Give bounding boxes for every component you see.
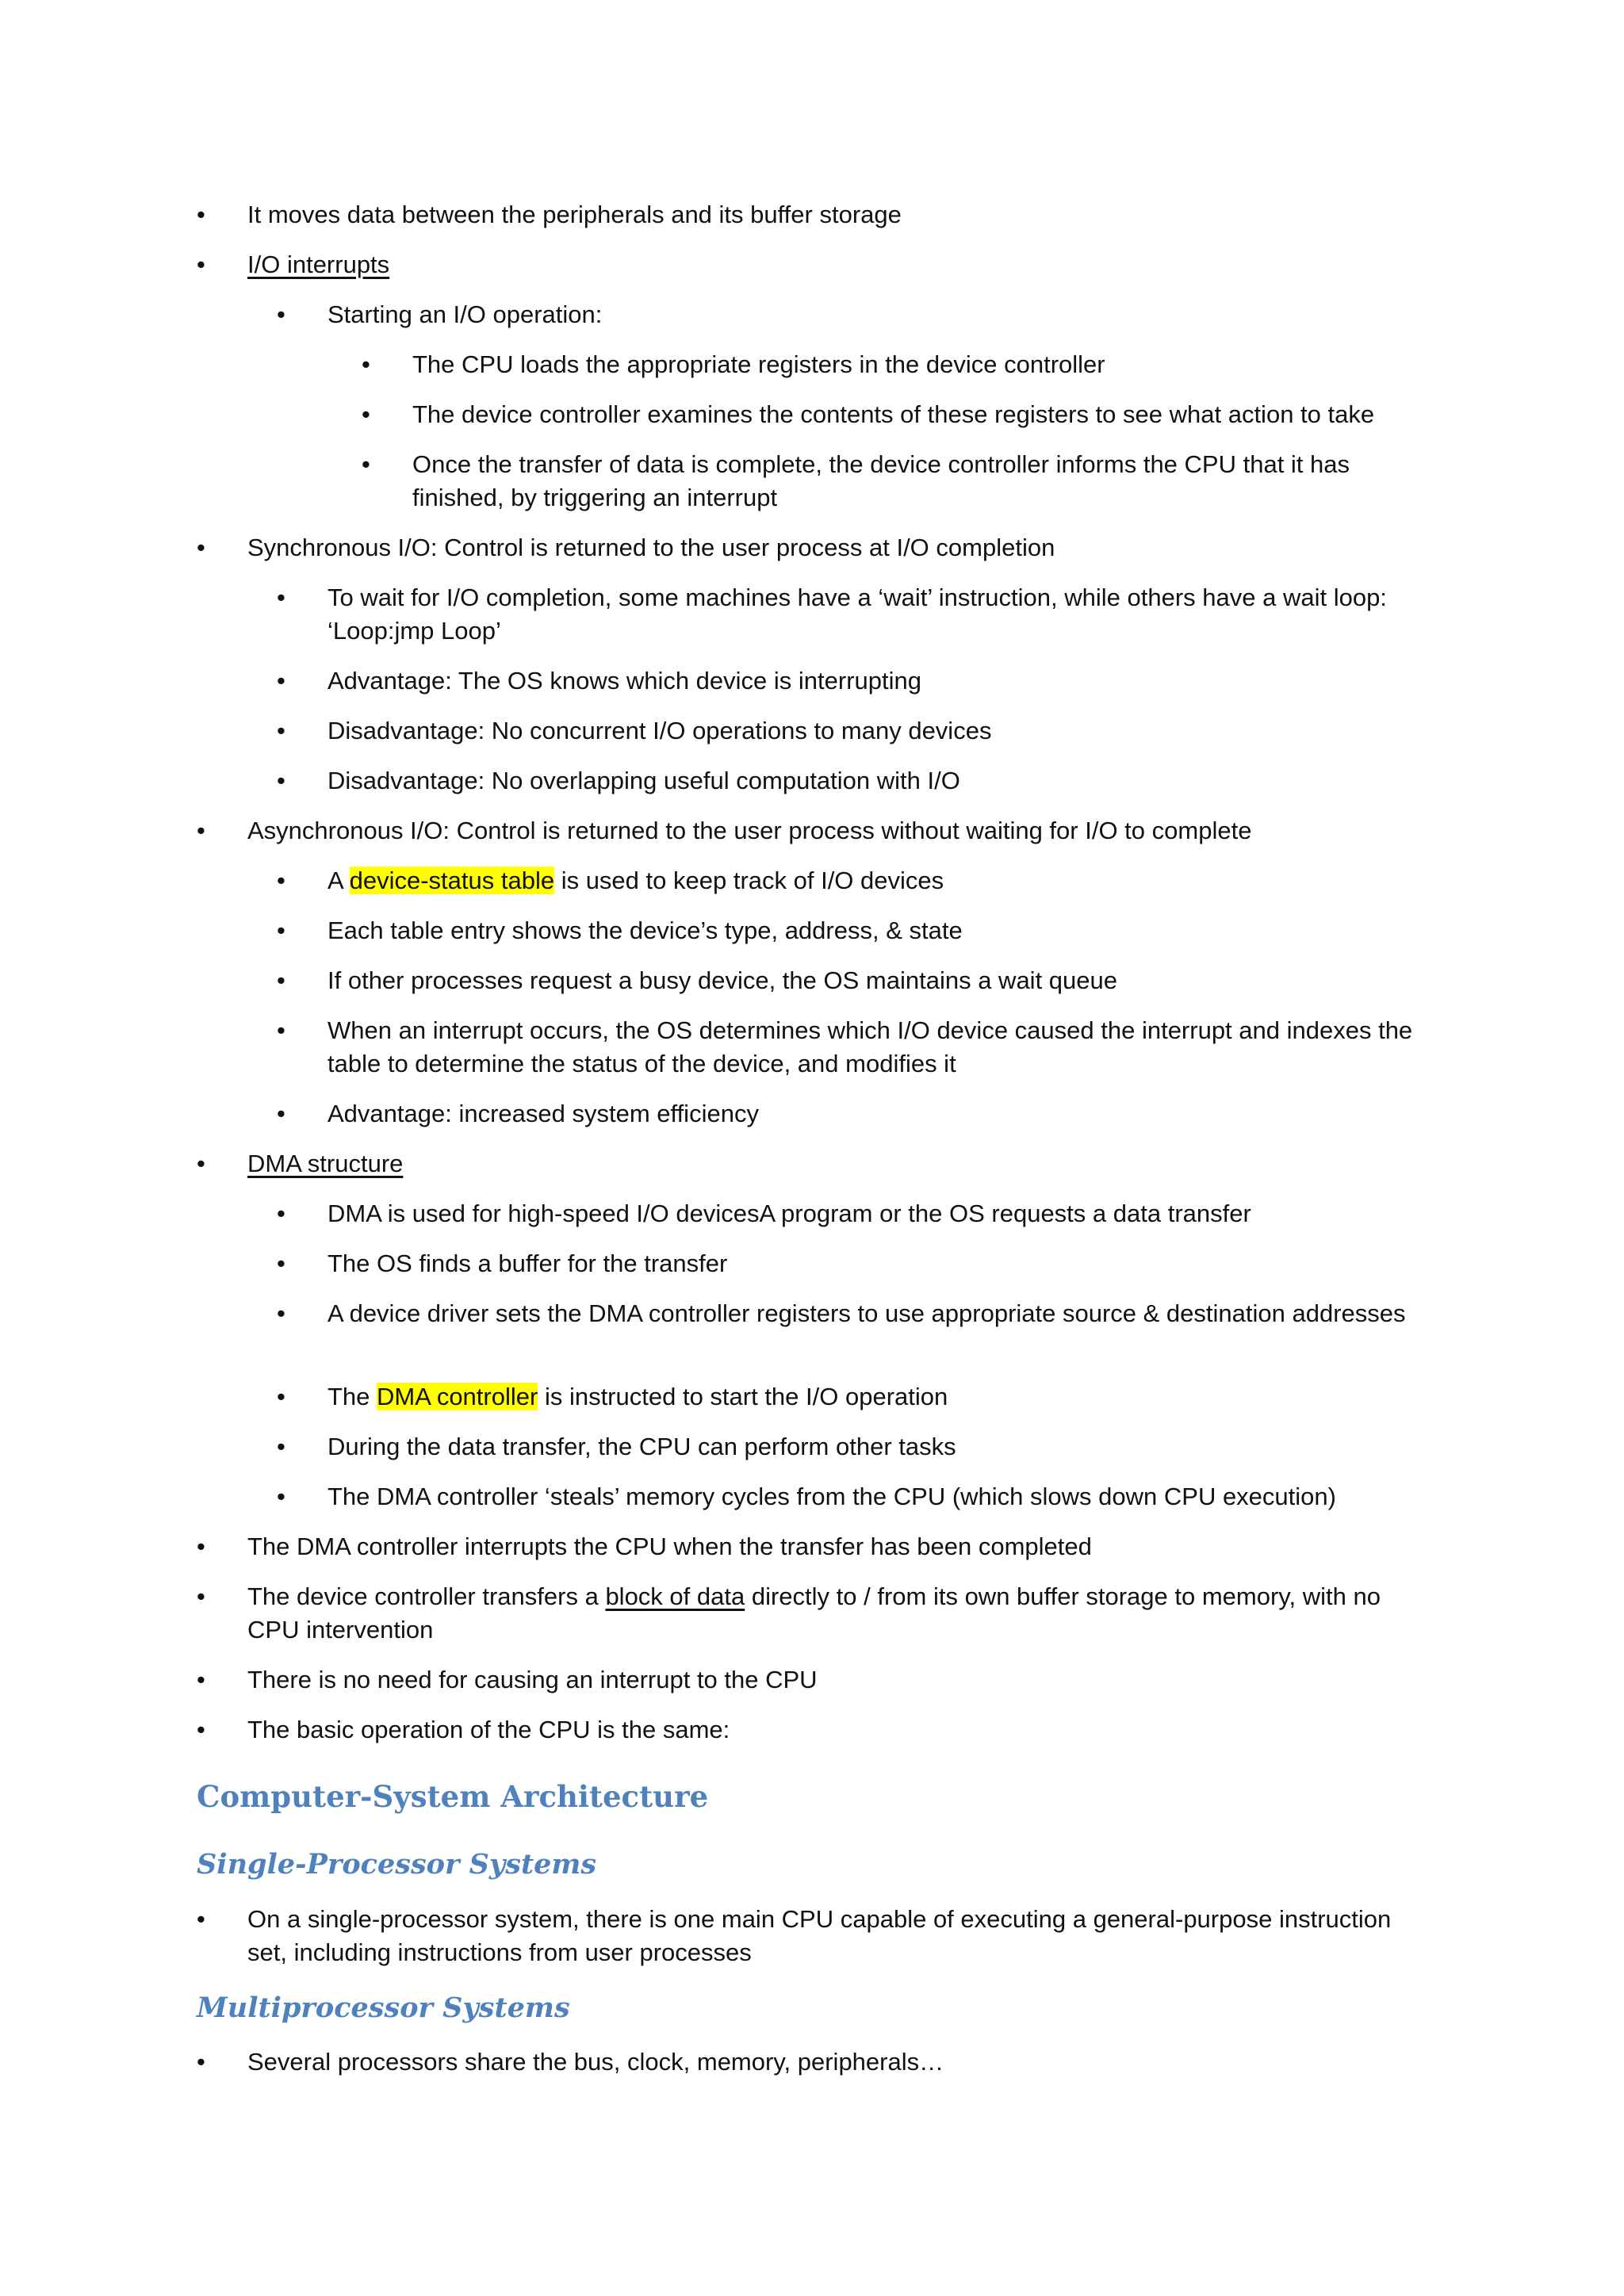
list-item [277, 1014, 1438, 1081]
list-item [277, 1430, 1438, 1464]
list-item [362, 448, 1435, 515]
bullet: • [277, 717, 285, 744]
list-item-text: Advantage: The OS knows which device is interrupting [327, 667, 921, 695]
bullet: • [277, 584, 285, 611]
bullet: • [277, 1016, 285, 1044]
list-item [197, 531, 1437, 564]
list-item-text: Several processors share the bus, clock, memory, peripherals… [247, 2048, 944, 2076]
heading-computer-system-architecture: Computer-System Architecture [197, 1779, 709, 1814]
list-item [197, 1580, 1437, 1647]
bullet: • [197, 817, 205, 844]
list-item-text-post: is used to keep track of I/O devices [554, 867, 944, 894]
list-item [362, 398, 1435, 431]
bullet: • [277, 966, 285, 994]
heading-single-processor-systems: Single-Processor Systems [197, 1848, 597, 1881]
bullet: • [197, 1716, 205, 1743]
list-item [277, 1247, 1438, 1280]
list-item [197, 1530, 1437, 1563]
list-item [277, 764, 1438, 798]
underlined-block-of-data: block of data [605, 1582, 745, 1610]
list-item [277, 1297, 1438, 1330]
highlight-device-status-table: device-status table [349, 867, 555, 894]
bullet: • [197, 201, 205, 228]
list-item-text-pre: The [327, 1383, 377, 1410]
list-item [197, 814, 1437, 848]
list-item [277, 864, 1438, 897]
list-item-text: Each table entry shows the device’s type, address, & state [327, 916, 963, 944]
list-item-text: Advantage: increased system efficiency [327, 1100, 759, 1127]
bullet: • [197, 1666, 205, 1693]
list-item-text: There is no need for causing an interrupt to the CPU [247, 1666, 818, 1693]
bullet: • [277, 1100, 285, 1127]
list-item [277, 714, 1438, 748]
list-item-text: DMA is used for high-speed I/O devicesA program or the OS requests a data transfer [327, 1200, 1251, 1227]
list-item-text: The device controller examines the contents of these registers to see what action to take [412, 400, 1375, 428]
bullet: • [197, 1533, 205, 1560]
list-item [277, 298, 1438, 331]
list-item [197, 198, 1437, 232]
list-item [277, 664, 1438, 698]
bullet: • [277, 867, 285, 894]
bullet: • [197, 534, 205, 561]
bullet: • [197, 1150, 205, 1177]
list-item [362, 348, 1435, 381]
list-item [197, 1663, 1437, 1697]
bullet: • [277, 1249, 285, 1277]
bullet: • [277, 1483, 285, 1510]
list-item [197, 1903, 1437, 1969]
list-item-text-pre: A [327, 867, 350, 894]
heading-multiprocessor-systems: Multiprocessor Systems [197, 1992, 570, 2024]
list-item-text: The CPU loads the appropriate registers in the device controller [412, 350, 1105, 378]
list-item [197, 1713, 1437, 1747]
list-item-text: A device driver sets the DMA controller registers to use appropriate source & destination addresses [327, 1299, 1406, 1327]
list-item [277, 1097, 1438, 1131]
list-item [277, 964, 1438, 997]
list-item-text: The OS finds a buffer for the transfer [327, 1249, 728, 1277]
list-item-text-post: is instructed to start the I/O operation [538, 1383, 948, 1410]
bullet: • [277, 1299, 285, 1327]
list-item-text: During the data transfer, the CPU can perform other tasks [327, 1433, 956, 1460]
bullet: • [197, 251, 205, 278]
list-item-text: Once the transfer of data is complete, the device controller informs the CPU that it has finished, by triggering an interrupt [412, 450, 1350, 511]
list-item-text: If other processes request a busy device, the OS maintains a wait queue [327, 966, 1117, 994]
list-item [197, 1147, 1437, 1181]
list-item-text: On a single-processor system, there is one main CPU capable of executing a general-purpose instruction set, including instructions from user processes [247, 1905, 1392, 1966]
bullet: • [362, 400, 370, 428]
list-item-text: The DMA controller ‘steals’ memory cycles from the CPU (which slows down CPU execution) [327, 1483, 1336, 1510]
list-item-text: It moves data between the peripherals and its buffer storage [247, 201, 902, 228]
highlight-dma-controller: DMA controller [377, 1383, 538, 1410]
bullet: • [277, 1200, 285, 1227]
bullet: • [277, 916, 285, 944]
bullet: • [277, 300, 285, 328]
section-label-io-interrupts: I/O interrupts [247, 251, 390, 278]
list-item-text: Synchronous I/O: Control is returned to the user process at I/O completion [247, 534, 1055, 561]
bullet: • [197, 1905, 205, 1933]
bullet: • [362, 450, 370, 478]
bullet: • [362, 350, 370, 378]
bullet: • [277, 1383, 285, 1410]
list-item-text: The basic operation of the CPU is the same: [247, 1716, 730, 1743]
list-item [277, 1380, 1438, 1414]
bullet: • [277, 667, 285, 695]
list-item-text: Disadvantage: No overlapping useful computation with I/O [327, 767, 960, 794]
list-item [197, 2045, 1437, 2079]
bullet: • [197, 1582, 205, 1610]
bullet: • [277, 1433, 285, 1460]
list-item [277, 914, 1438, 947]
list-item-text: Disadvantage: No concurrent I/O operations to many devices [327, 717, 992, 744]
list-item [197, 248, 1437, 281]
list-item [277, 581, 1438, 648]
list-item-text: The DMA controller interrupts the CPU when the transfer has been completed [247, 1533, 1092, 1560]
list-item-text-post: directly to / from its own buffer storage to memory, with no CPU intervention [247, 1582, 1381, 1644]
list-item-text: Starting an I/O operation: [327, 300, 603, 328]
bullet: • [197, 2048, 205, 2076]
list-item [277, 1197, 1438, 1230]
bullet: • [277, 767, 285, 794]
list-item-text-pre: The device controller transfers a [247, 1582, 606, 1610]
list-item-text: To wait for I/O completion, some machines have a ‘wait’ instruction, while others have a wait loop: ‘Loop:jmp Loop’ [327, 584, 1387, 645]
list-item [277, 1480, 1438, 1513]
list-item-text: Asynchronous I/O: Control is returned to the user process without waiting for I/O to complete [247, 817, 1252, 844]
section-label-dma-structure: DMA structure [247, 1150, 404, 1177]
list-item-text: When an interrupt occurs, the OS determines which I/O device caused the interrupt and indexes the table to determine the status of the device, and modifies it [327, 1016, 1413, 1077]
